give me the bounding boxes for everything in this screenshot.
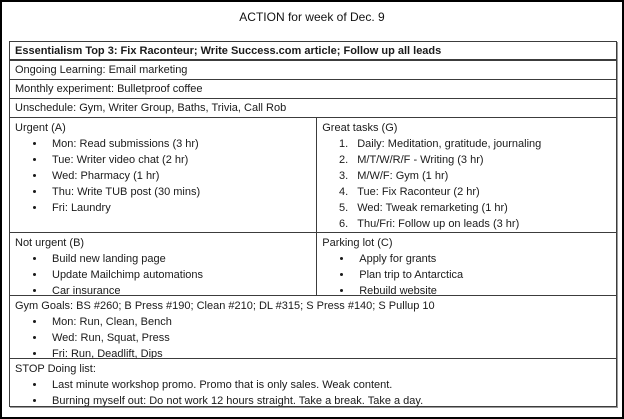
cell-parking-lot-c [317, 233, 616, 295]
gym-goals-list [15, 314, 611, 359]
great-task-item: 1. Daily: Meditation, gratitude, journaling [351, 136, 611, 152]
great-task-item: 2. M/T/W/R/F - Writing (3 hr) [351, 152, 611, 168]
parking-lot-list [322, 251, 611, 295]
great-task-item: 4. Tue: Fix Raconteur (2 hr) [351, 184, 611, 200]
urgent-header: Urgent (A) [15, 122, 66, 134]
great-task-item: 3. M/W/F: Gym (1 hr) [351, 168, 611, 184]
parking-lot-item: • Apply for grants [353, 251, 611, 267]
page-title: ACTION for week of Dec. 9 [239, 10, 385, 24]
urgent-list [15, 136, 311, 216]
action-table [9, 41, 617, 407]
gym-goal-item: • Wed: Run, Squat, Press [46, 330, 611, 346]
parking-lot-item: • Plan trip to Antarctica [353, 267, 611, 283]
stop-doing-list [15, 377, 611, 406]
urgent-item: • Mon: Read submissions (3 hr) [46, 136, 311, 152]
urgent-item: • Fri: Laundry [46, 200, 311, 216]
urgent-item: • Thu: Write TUB post (30 mins) [46, 184, 311, 200]
urgent-item: • Tue: Writer video chat (2 hr) [46, 152, 311, 168]
cell-great-tasks-g [317, 118, 616, 232]
row-not-urgent-and-parking-lot [10, 233, 616, 296]
gym-goals-header: Gym Goals: BS #260; B Press #190; Clean #210; DL #315; S Press #140; S Pullup 10 [15, 300, 435, 312]
row-gym-goals [10, 296, 616, 359]
stop-doing-item: • Burning myself out: Do not work 12 hours straight. Take a break. Take a day. [46, 393, 611, 406]
row-monthly-experiment: Monthly experiment: Bulletproof coffee [10, 80, 616, 99]
not-urgent-item: • Car insurance [46, 283, 311, 295]
row-unschedule: Unschedule: Gym, Writer Group, Baths, Trivia, Call Rob [10, 99, 616, 118]
great-tasks-header: Great tasks (G) [322, 122, 398, 134]
gym-goal-item: • Mon: Run, Clean, Bench [46, 314, 611, 330]
stop-doing-item: • Last minute workshop promo. Promo that is only sales. Weak content. [46, 377, 611, 393]
not-urgent-item: • Update Mailchimp automations [46, 267, 311, 283]
great-task-item: 6. Thu/Fri: Follow up on leads (3 hr) [351, 216, 611, 232]
parking-lot-item: • Rebuild website [353, 283, 611, 295]
great-task-item: 5. Wed: Tweak remarketing (1 hr) [351, 200, 611, 216]
cell-not-urgent-b [10, 233, 317, 295]
row-essentialism-top3: Essentialism Top 3: Fix Raconteur; Write Success.com article; Follow up all leads [10, 42, 616, 61]
cell-urgent-a [10, 118, 317, 232]
not-urgent-list [15, 251, 311, 295]
urgent-item: • Wed: Pharmacy (1 hr) [46, 168, 311, 184]
row-urgent-and-great-tasks [10, 118, 616, 233]
not-urgent-item: • Build new landing page [46, 251, 311, 267]
great-tasks-list [322, 136, 611, 232]
row-ongoing-learning: Ongoing Learning: Email marketing [10, 61, 616, 80]
row-stop-doing-list [10, 359, 616, 406]
parking-lot-header: Parking lot (C) [322, 237, 393, 249]
not-urgent-header: Not urgent (B) [15, 237, 85, 249]
gym-goal-item: • Fri: Run, Deadlift, Dips [46, 346, 611, 359]
stop-doing-header: STOP Doing list: [15, 363, 96, 375]
